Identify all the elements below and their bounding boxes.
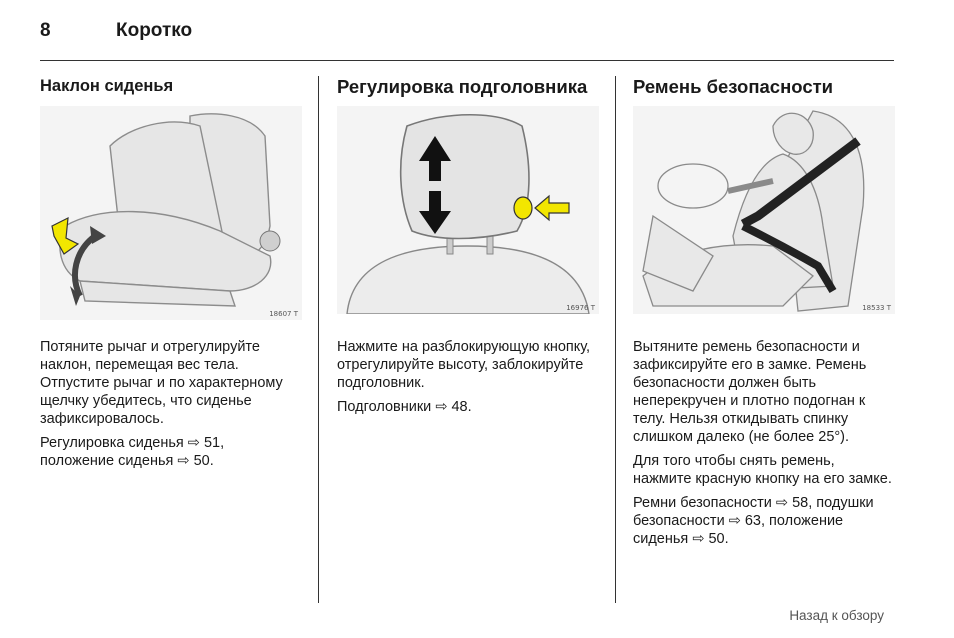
section-heading: Наклон сиденья — [40, 77, 174, 95]
paragraph: Подголовники ⇨ 48. — [337, 399, 472, 415]
section-heading: Регулировка подголовника — [337, 76, 588, 97]
paragraph: Регулировка сиденья ⇨ 51, положение сиденья ⇨ 50. — [40, 435, 225, 469]
section-heading: Ремень безопасности — [633, 76, 834, 97]
paragraph: Ремни безопасности ⇨ 58, подушки безопасности ⇨ 63, положение сиденья ⇨ 50. — [633, 495, 874, 547]
chapter-title: Коротко — [116, 20, 193, 41]
paragraph: Потяните рычаг и отрегулируйте наклон, перемещая вес тела. Отпустите рычаг и по характерному щелчку убедитесь, что сиденье зафиксировалось. — [40, 339, 283, 427]
paragraph: Нажмите на разблокирующую кнопку, отрегулируйте высоту, заблокируйте подголовник. — [337, 339, 591, 391]
seat-tilt-figure — [40, 106, 302, 320]
section-headrest — [337, 76, 599, 422]
figure-code: 16976 T — [566, 304, 595, 312]
headrest-figure — [337, 106, 599, 314]
arrow-left-icon — [535, 196, 569, 220]
header-rule — [40, 60, 894, 61]
column-divider-1 — [318, 76, 319, 603]
seat-belt-illustration — [633, 106, 895, 314]
section-seat-tilt — [40, 76, 302, 476]
headrest-illustration — [337, 106, 599, 314]
seat-illustration — [40, 106, 302, 320]
page-number: 8 — [40, 20, 51, 41]
paragraph: Для того чтобы снять ремень, нажмите красную кнопку на его замке. — [633, 453, 892, 487]
seat-belt-figure — [633, 106, 895, 314]
paragraph: Вытяните ремень безопасности и зафиксируйте его в замке. Ремень безопасности должен быть неперекручен и плотно подогнан к телу. Нельзя откидывать спинку слишком далеко (не более 25°). — [633, 339, 867, 445]
figure-code: 18533 T — [862, 304, 891, 312]
column-divider-2 — [615, 76, 616, 603]
back-to-overview-link[interactable]: Назад к обзору — [789, 608, 884, 623]
section-seat-belt — [633, 76, 895, 554]
release-button-icon — [514, 197, 532, 219]
figure-code: 18607 T — [269, 310, 298, 318]
